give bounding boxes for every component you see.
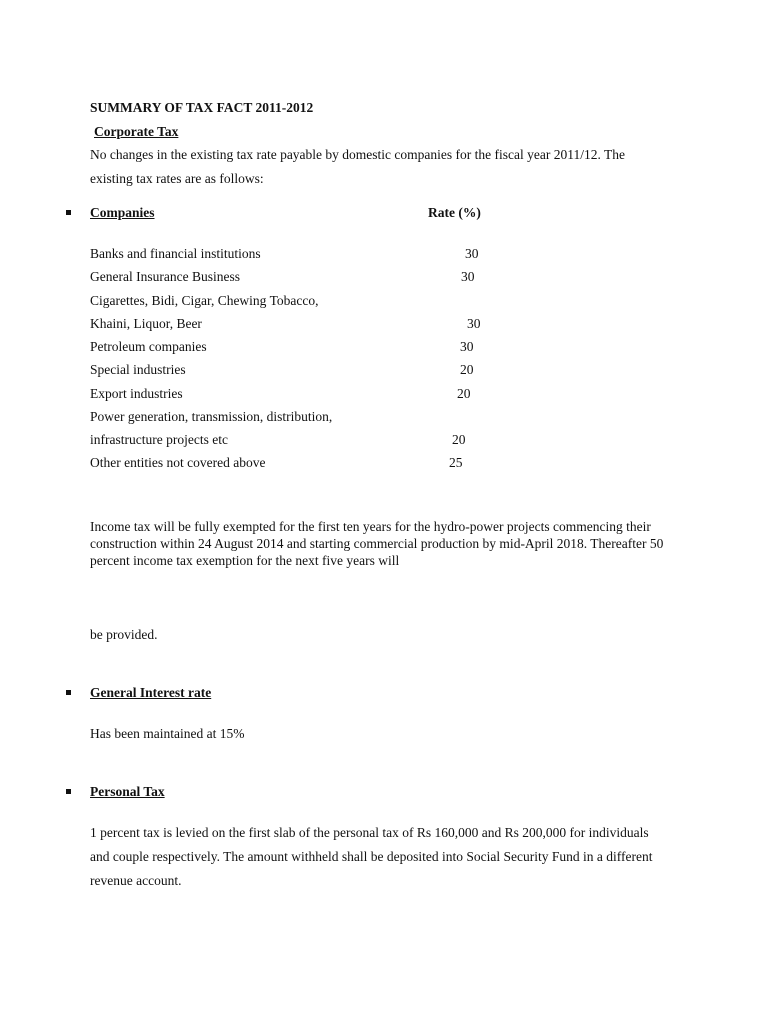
bullet-icon <box>66 787 74 793</box>
table-row-rate: 30 <box>465 246 479 261</box>
general-interest-text: Has been maintained at 15% <box>90 726 245 741</box>
table-row-rate: 30 <box>467 316 481 331</box>
table-row-label: Petroleum companies <box>90 339 207 354</box>
personal-tax-line-1: 1 percent tax is levied on the first slab of the personal tax of Rs 160,000 and Rs 200,000 for individuals <box>90 825 649 840</box>
table-row-rate: 25 <box>449 455 463 470</box>
table-row-rate: 20 <box>460 362 474 377</box>
hydro-exemption-paragraph: Income tax will be fully exempted for the first ten years for the hydro-power projects commencing their construction within 24 August 2014 and starting commercial production by mid-April 2018. Thereafter 50 percent income tax exemption for the next five years will <box>90 519 664 568</box>
table-row-label: Export industries <box>90 386 183 401</box>
page-title: SUMMARY OF TAX FACT 2011-2012 <box>90 100 314 115</box>
corporate-intro-line-1: No changes in the existing tax rate payable by domestic companies for the fiscal year 2011/12. The <box>90 147 625 162</box>
table-row-label: Special industries <box>90 362 186 377</box>
table-row-label: Banks and financial institutions <box>90 246 261 261</box>
companies-column-header: Companies <box>90 205 155 220</box>
table-row-rate: 20 <box>457 386 471 401</box>
personal-tax-line-2: and couple respectively. The amount withheld shall be deposited into Social Security Fund in a different <box>90 849 653 864</box>
rate-column-header: Rate (%) <box>428 205 481 220</box>
table-row-label: Power generation, transmission, distribution, <box>90 409 333 424</box>
table-row-rate: 30 <box>460 339 474 354</box>
corporate-tax-heading: Corporate Tax <box>94 124 179 139</box>
table-row-rate: 30 <box>461 269 475 284</box>
hydro-exemption-continuation: be provided. <box>90 627 158 642</box>
bullet-icon <box>66 208 74 214</box>
table-row-label: Khaini, Liquor, Beer <box>90 316 202 331</box>
table-row-label: infrastructure projects etc <box>90 432 228 447</box>
corporate-intro-line-2: existing tax rates are as follows: <box>90 171 264 186</box>
table-row-rate: 20 <box>452 432 466 447</box>
table-row-label: Other entities not covered above <box>90 455 266 470</box>
table-row-label: General Insurance Business <box>90 269 240 284</box>
personal-tax-heading: Personal Tax <box>90 784 165 799</box>
personal-tax-line-3: revenue account. <box>90 873 182 888</box>
bullet-icon <box>66 688 74 694</box>
table-row-label: Cigarettes, Bidi, Cigar, Chewing Tobacco, <box>90 293 319 308</box>
general-interest-heading: General Interest rate <box>90 685 212 700</box>
